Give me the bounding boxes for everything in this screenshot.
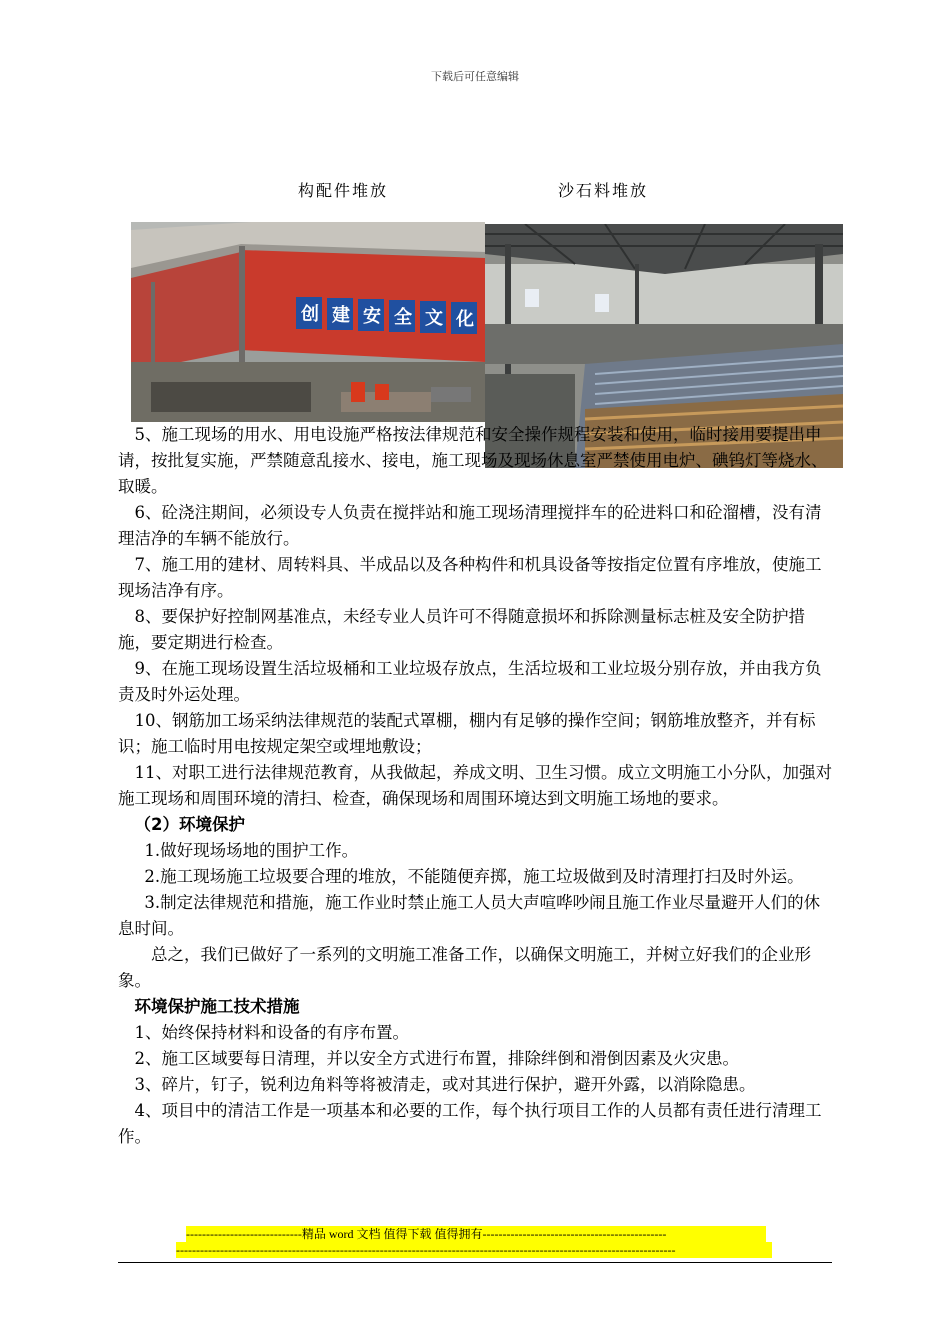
paragraph-item-8: 8、要保护好控制网基准点，未经专业人员许可不得随意损坏和拆除测量标志桩及安全防护措施，要定期进行检查。 <box>118 607 805 652</box>
tech-item-4: 4、项目中的清洁工作是一项基本和必要的工作，每个执行项目工作的人员都有责任进行清理工作。 <box>118 1101 822 1146</box>
photo-component-storage <box>131 222 485 422</box>
env-item-3: 3.制定法律规范和措施，施工作业时禁止施工人员大声喧哗吵闹且施工作业尽量避开人们的休息时间。 <box>118 893 821 938</box>
banner-char: 安 <box>363 306 381 327</box>
banner-char: 创 <box>301 304 319 325</box>
banner-char: 建 <box>332 305 350 326</box>
tech-item-2: 2、施工区域要每日清理，并以安全方式进行布置，排除绊倒和滑倒因素及火灾患。 <box>134 1049 739 1068</box>
env-item-2: 2.施工现场施工垃圾要合理的堆放，不能随便弃掷，施工垃圾做到及时清理打扫及时外运。 <box>144 867 804 886</box>
section-heading-environment: （2）环境保护 <box>134 815 245 834</box>
footer-divider <box>118 1262 832 1263</box>
summary-paragraph: 总之，我们已做好了一系列的文明施工准备工作，以确保文明施工，并树立好我们的企业形象。 <box>118 945 811 990</box>
paragraph-item-9: 9、在施工现场设置生活垃圾桶和工业垃圾存放点，生活垃圾和工业垃圾分别存放，并由我方负责及时外运处理。 <box>118 659 822 704</box>
caption-aggregate-storage: 沙石料堆放 <box>558 181 649 200</box>
paragraph-item-5: 5、施工现场的用水、用电设施严格按法律规范和安全操作规程安装和使用，临时接用要提出申请，按批复实施，严禁随意乱接水、接电，施工现场及现场休息室严禁使用电炉、碘钨灯等烧水、取暖。 <box>118 425 828 496</box>
section-heading-tech-measures: 环境保护施工技术措施 <box>134 997 300 1016</box>
tech-item-3: 3、碎片，钉子，锐利边角料等将被清走，或对其进行保护，避开外露，以消除隐患。 <box>134 1075 756 1094</box>
env-item-1: 1.做好现场场地的围护工作。 <box>144 841 359 860</box>
document-body <box>118 422 836 1150</box>
tech-item-1: 1、始终保持材料和设备的有序布置。 <box>134 1023 409 1042</box>
paragraph-item-7: 7、施工用的建材、周转料具、半成品以及各种构件和机具设备等按指定位置有序堆放，使施工现场洁净有序。 <box>118 555 822 600</box>
paragraph-item-11: 11、对职工进行法律规范教育，从我做起，养成文明、卫生习惯。成立文明施工小分队，加强对施工现场和周围环境的清扫、检查，确保现场和周围环境达到文明施工场地的要求。 <box>118 763 832 808</box>
banner-char: 全 <box>394 307 412 328</box>
footer-line-1: -----------------------------精品 word 文档 值得下载 值得拥有---------------------------------------------- <box>186 1226 766 1242</box>
footer-banner <box>118 1226 832 1258</box>
banner-char: 化 <box>456 309 474 330</box>
footer-line-2: ----------------------------------------------------------------------------------------------------------------------------- <box>176 1242 772 1258</box>
banner-char: 文 <box>425 308 443 329</box>
header-note: 下载后可任意编辑 <box>431 70 519 83</box>
paragraph-item-6: 6、砼浇注期间，必须设专人负责在搅拌站和施工现场清理搅拌车的砼进料口和砼溜槽，没有清理洁净的车辆不能放行。 <box>118 503 822 548</box>
caption-component-storage: 构配件堆放 <box>298 181 389 200</box>
paragraph-item-10: 10、钢筋加工场采纳法律规范的装配式罩棚，棚内有足够的操作空间；钢筋堆放整齐，并有标识；施工临时用电按规定架空或埋地敷设； <box>118 711 816 756</box>
photo-component-storage-image <box>131 222 485 422</box>
